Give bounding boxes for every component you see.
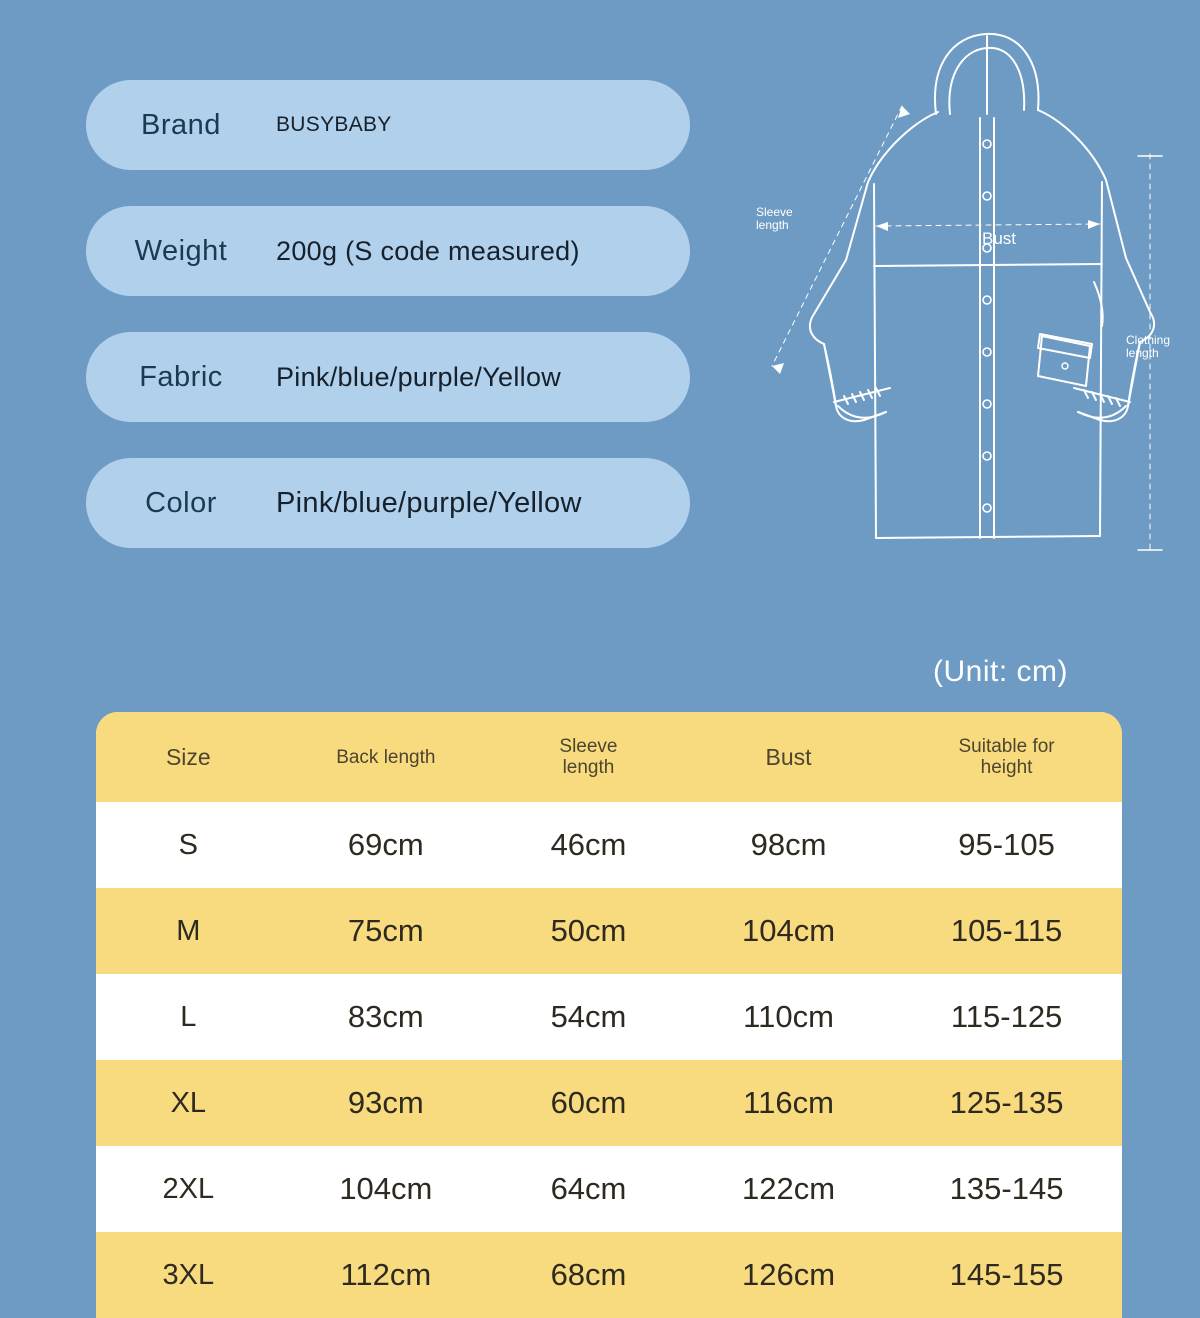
spec-value-weight: 200g (S code measured): [276, 235, 580, 266]
bust-label: Bust: [982, 229, 1017, 248]
size-table-wrapper: [96, 712, 1122, 1318]
table-header-size: [96, 712, 281, 802]
raincoat-outline-icon: [754, 14, 1174, 584]
cell-size: M: [96, 888, 281, 974]
cell-height: 105-115: [891, 888, 1122, 974]
table-header-back-length: [281, 712, 491, 802]
sleeve-length-label-line1: Sleeve: [756, 205, 793, 219]
table-row: [96, 1232, 1122, 1318]
table-row: [96, 802, 1122, 888]
spec-label-fabric: Fabric: [139, 360, 223, 393]
table-header-sleeve-length-line2: length: [562, 757, 615, 778]
cell-size: L: [96, 974, 281, 1060]
table-header-row: [96, 712, 1122, 802]
spec-label-weight: Weight: [134, 234, 228, 267]
spec-row-weight: [86, 206, 690, 296]
size-table: [96, 712, 1122, 1318]
cell-height: 135-145: [891, 1146, 1122, 1232]
spec-value-color: Pink/blue/purple/Yellow: [276, 486, 582, 519]
cell-back-length: 112cm: [281, 1232, 491, 1318]
cell-back-length: 69cm: [281, 802, 491, 888]
clothing-length-label-line1: Clothing: [1126, 333, 1171, 347]
cell-size: 3XL: [96, 1232, 281, 1318]
clothing-length-label: [1126, 334, 1178, 360]
table-row: [96, 1146, 1122, 1232]
spec-value-fabric: Pink/blue/purple/Yellow: [276, 361, 562, 392]
cell-sleeve-length: 60cm: [491, 1060, 686, 1146]
table-header-height: [891, 712, 1122, 802]
cell-size: S: [96, 802, 281, 888]
sleeve-length-label-line2: length: [756, 218, 789, 232]
table-header-size-line1: Size: [165, 743, 211, 770]
cell-height: 125-135: [891, 1060, 1122, 1146]
cell-bust: 110cm: [686, 974, 891, 1060]
cell-size: XL: [96, 1060, 281, 1146]
table-header-back-length-line1: Back length: [336, 746, 436, 768]
spec-row-brand: [86, 80, 690, 170]
sleeve-length-label: [756, 206, 812, 232]
garment-diagram: [754, 14, 1174, 584]
cell-sleeve-length: 68cm: [491, 1232, 686, 1318]
spec-label-brand: Brand: [141, 108, 221, 141]
cell-back-length: 83cm: [281, 974, 491, 1060]
cell-back-length: 104cm: [281, 1146, 491, 1232]
spec-row-color: [86, 458, 690, 548]
table-header-bust-line1: Bust: [765, 743, 812, 770]
unit-note: (Unit: cm): [933, 655, 1068, 688]
cell-sleeve-length: 54cm: [491, 974, 686, 1060]
cell-bust: 116cm: [686, 1060, 891, 1146]
table-row: [96, 888, 1122, 974]
table-row: [96, 1060, 1122, 1146]
table-header-height-line1: Suitable for: [958, 736, 1055, 757]
table-header-sleeve-length-line1: Sleeve: [559, 736, 618, 757]
cell-bust: 126cm: [686, 1232, 891, 1318]
spec-row-fabric: [86, 332, 690, 422]
cell-back-length: 75cm: [281, 888, 491, 974]
table-header-height-line2: height: [980, 757, 1033, 778]
table-row: [96, 974, 1122, 1060]
table-header-sleeve-length: [491, 712, 686, 802]
cell-sleeve-length: 50cm: [491, 888, 686, 974]
cell-size: 2XL: [96, 1146, 281, 1232]
cell-sleeve-length: 64cm: [491, 1146, 686, 1232]
cell-bust: 98cm: [686, 802, 891, 888]
table-header-bust: [686, 712, 891, 802]
spec-label-color: Color: [145, 486, 217, 519]
cell-height: 115-125: [891, 974, 1122, 1060]
cell-sleeve-length: 46cm: [491, 802, 686, 888]
cell-bust: 104cm: [686, 888, 891, 974]
spec-list: [86, 80, 690, 584]
cell-back-length: 93cm: [281, 1060, 491, 1146]
cell-height: 95-105: [891, 802, 1122, 888]
cell-height: 145-155: [891, 1232, 1122, 1318]
clothing-length-label-line2: length: [1126, 346, 1159, 360]
spec-value-brand: BUSYBABY: [276, 113, 392, 136]
cell-bust: 122cm: [686, 1146, 891, 1232]
